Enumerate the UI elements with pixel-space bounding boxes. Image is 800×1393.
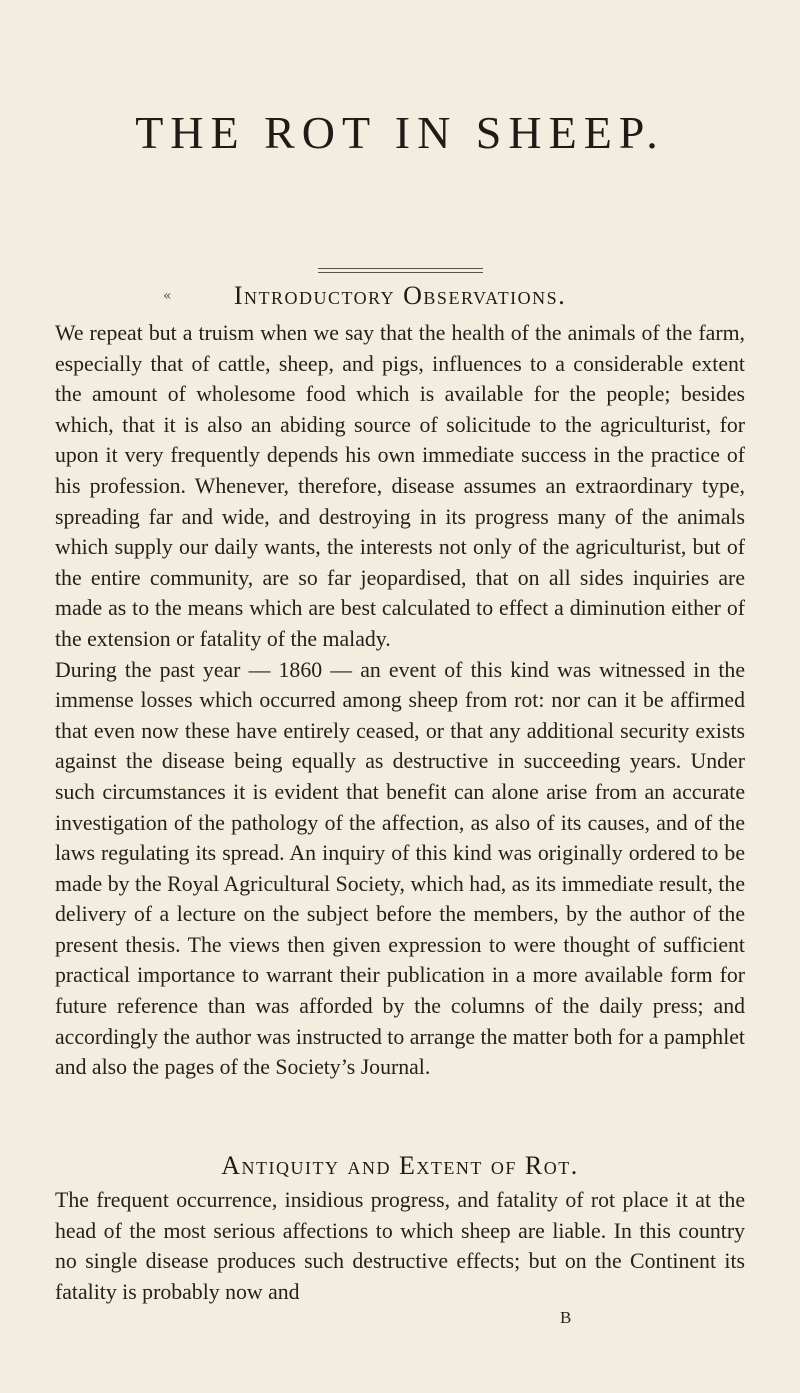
section-heading-antiquity: Antiquity and Extent of Rot. bbox=[221, 1151, 579, 1180]
title-divider-top bbox=[318, 268, 483, 269]
page-title: THE ROT IN SHEEP. bbox=[135, 107, 665, 158]
stray-print-mark: « bbox=[163, 288, 172, 304]
section-body-antiquity bbox=[55, 1185, 745, 1307]
paragraph: We repeat but a truism when we say that the health of the animals of the farm, especially that of cattle, sheep, and pigs, influences to a considerable extent the amount of wholesome food which is available for the people; besides which, that it is also an abiding source of solicitude to the agriculturist, for upon it very frequently depends his own immediate success in the practice of his profession. Whenever, therefore, disease assumes an extraordinary type, spreading far and wide, and destroying in its progress many of the animals which supply our daily wants, the interests not only of the agriculturist, but of the entire community, are so far jeopardised, that on all sides inquiries are made as to the means which are best calculated to effect a diminution either of the extension or fatality of the malady. bbox=[55, 321, 745, 651]
title-divider-bottom bbox=[318, 272, 483, 273]
section-body-introductory bbox=[55, 318, 745, 1083]
section-heading-introductory: Introductory Observations. bbox=[233, 281, 567, 310]
paragraph: During the past year — 1860 — an event of this kind was witnessed in the immense losses which occurred among sheep from rot: nor can it be affirmed that even now these have entirely ceased, or that any additional security exists against the disease being equally as destructive in succeeding years. Under such circumstances it is evident that benefit can alone arise from an accurate investigation of the pathology of the affection, as also of its causes, and of the laws regulating its spread. An inquiry of this kind was originally ordered to be made by the Royal Agricultural Society, which had, as its immediate result, the delivery of a lecture on the subject before the members, by the author of the present thesis. The views then given expression to were thought of sufficient practical importance to warrant their publication in a more available form for future reference than was afforded by the columns of the daily press; and accordingly the author was instructed to arrange the matter both for a pamphlet and also the pages of the Society’s Journal. bbox=[55, 657, 745, 1080]
paragraph: The frequent occurrence, insidious progress, and fatality of rot place it at the head of the most serious affections to which sheep are liable. In this country no single disease produces such destructive effects; but on the Continent its fatality is probably now and bbox=[55, 1188, 745, 1304]
signature-mark: B bbox=[560, 1308, 572, 1327]
